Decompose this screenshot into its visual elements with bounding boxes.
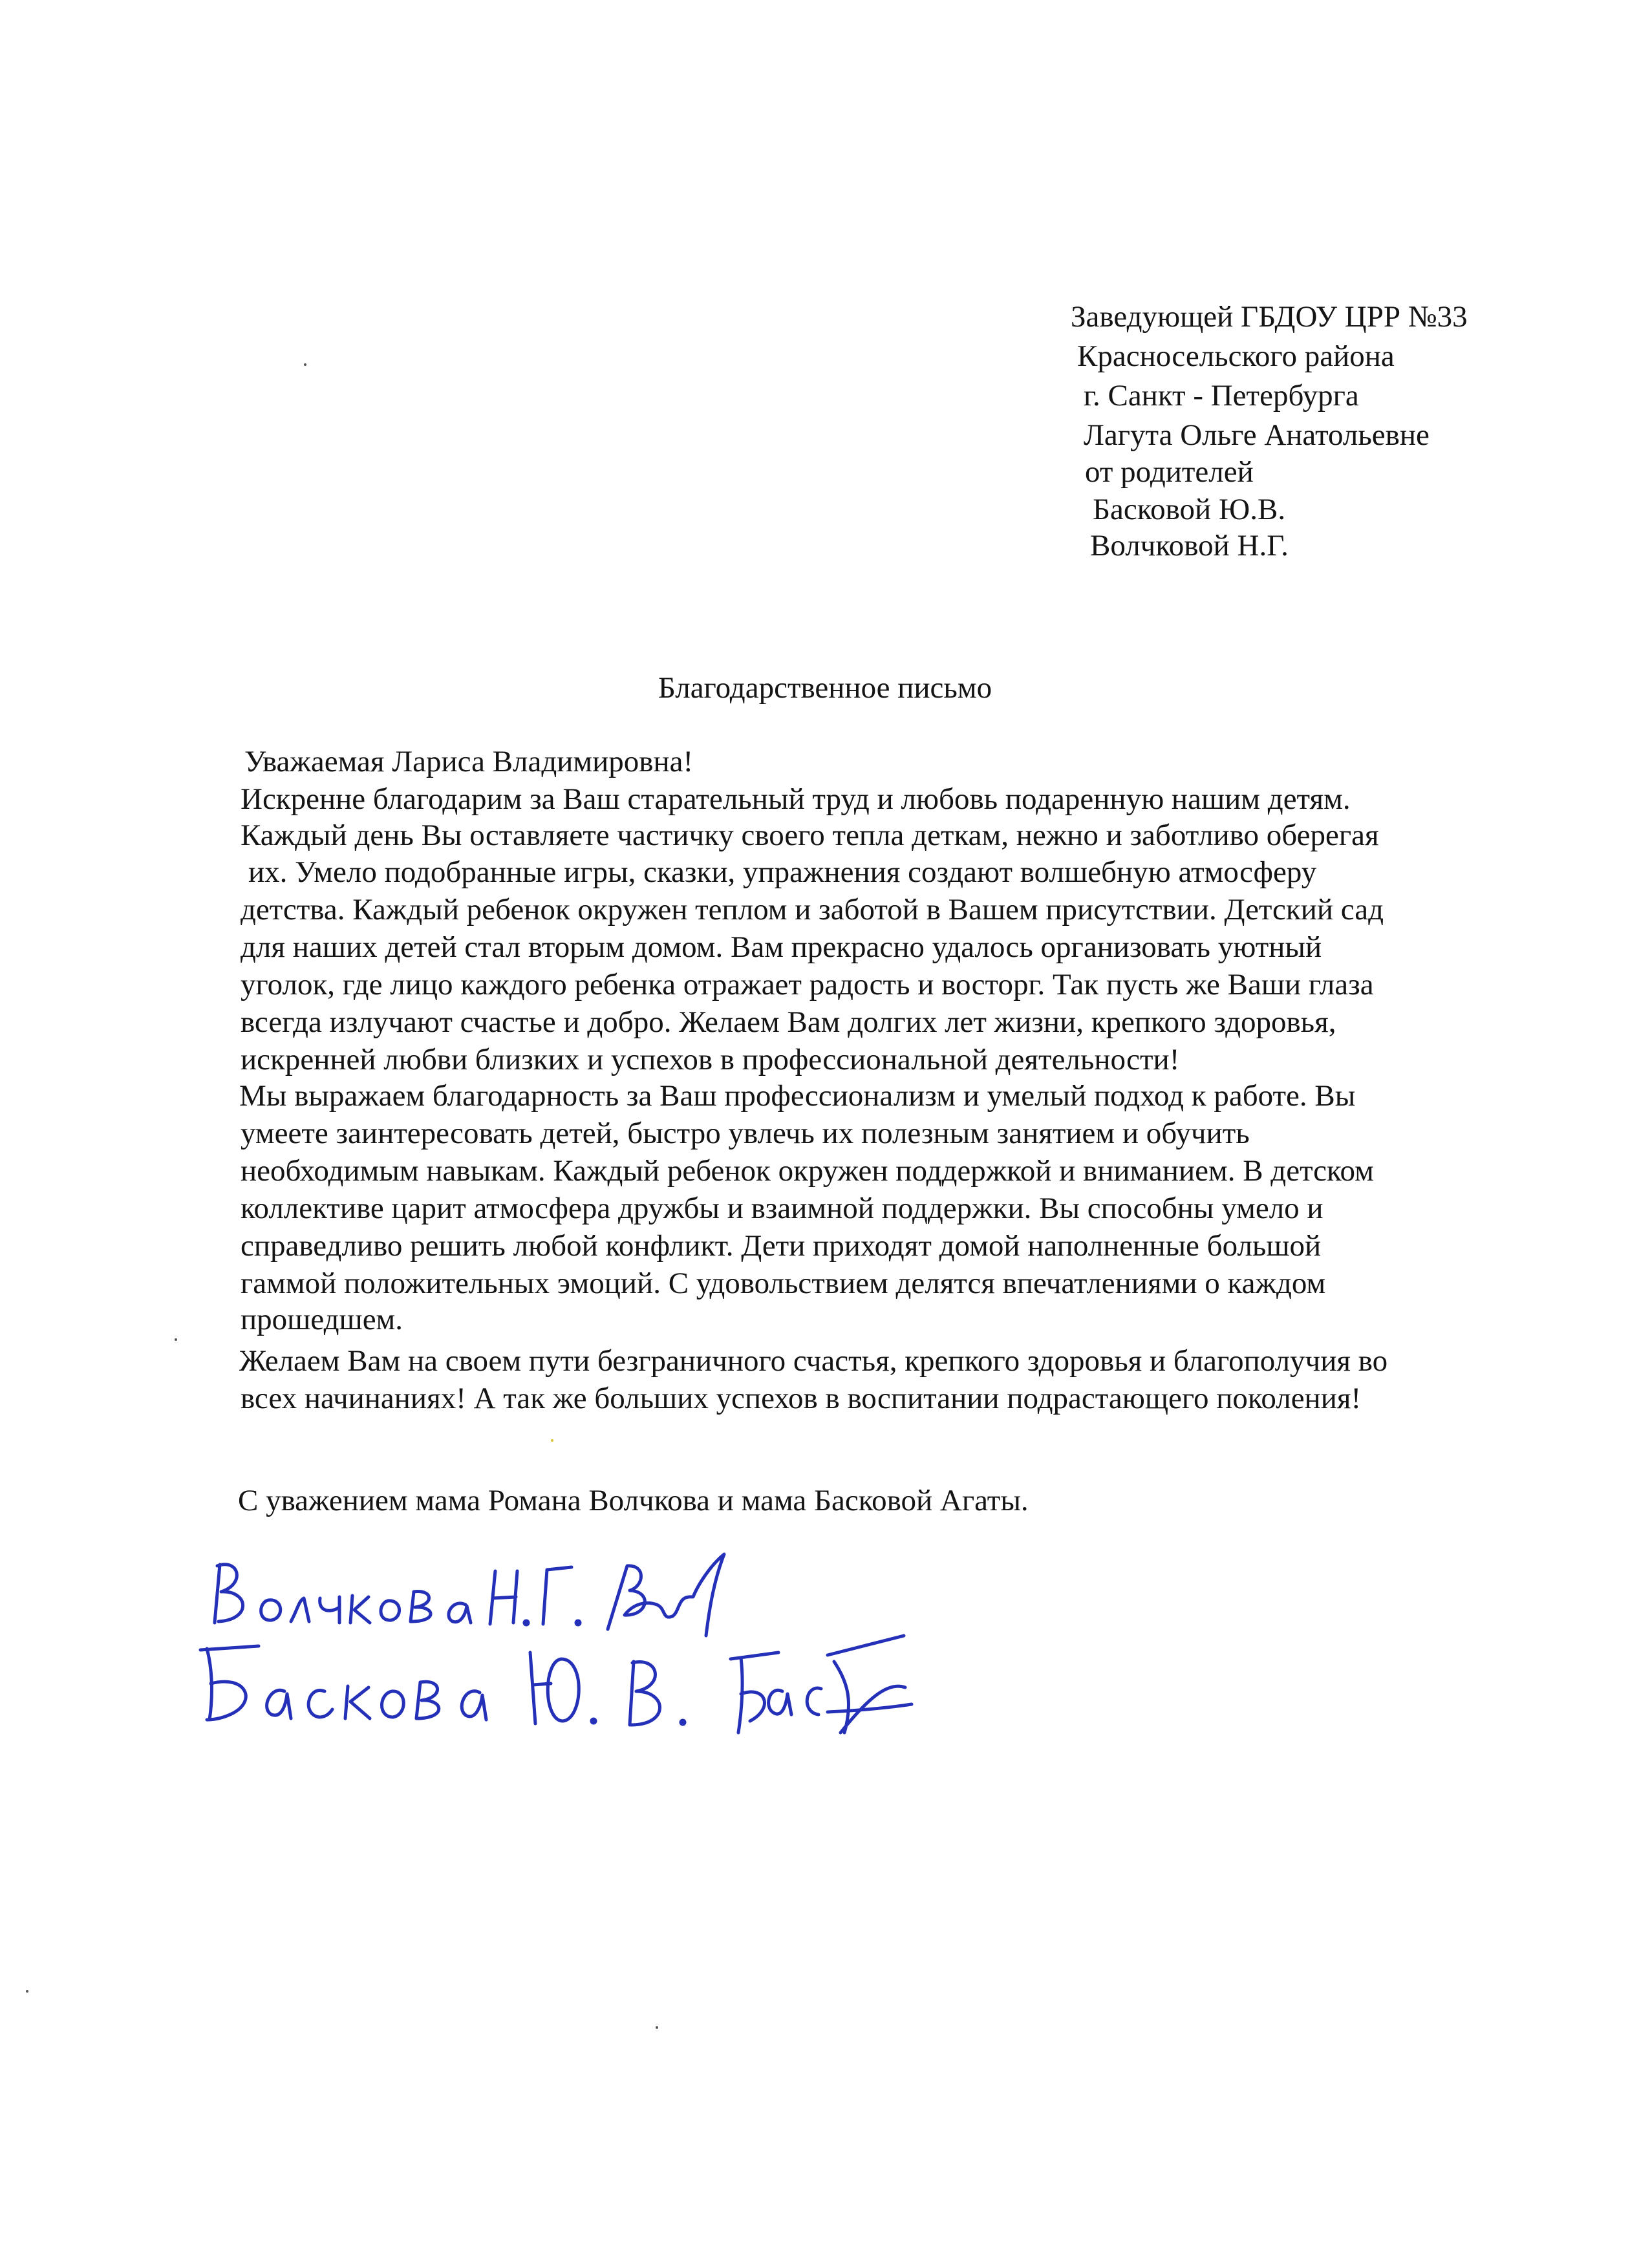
scan-speck xyxy=(551,1439,553,1442)
body-line: всех начинаниях! А так же больших успехов в воспитании подрастающего поколения! xyxy=(241,1382,1362,1415)
scan-speck xyxy=(656,2026,658,2029)
body-line: прошедшем. xyxy=(241,1303,403,1336)
addressee-line: Красносельского района xyxy=(1077,339,1395,373)
body-line: всегда излучают счастье и добро. Желаем Вам долгих лет жизни, крепкого здоровья, xyxy=(241,1005,1336,1039)
body-line: Искренне благодарим за Ваш старательный труд и любовь подаренную нашим детям. xyxy=(241,782,1351,816)
scan-speck xyxy=(26,1990,28,1993)
body-line: справедливо решить любой конфликт. Дети приходят домой наполненные большой xyxy=(241,1229,1322,1263)
body-line: для наших детей стал вторым домом. Вам прекрасно удалось организовать уютный xyxy=(241,930,1322,964)
body-line: необходимым навыкам. Каждый ребенок окружен поддержкой и вниманием. В детском xyxy=(241,1154,1374,1188)
addressee-line: г. Санкт - Петербурга xyxy=(1084,379,1359,412)
body-line: гаммой положительных эмоций. С удовольствием делятся впечатлениями о каждом xyxy=(241,1267,1326,1300)
body-line: умеете заинтересовать детей, быстро увлечь их полезным занятием и обучить xyxy=(241,1117,1250,1150)
addressee-line: от родителей xyxy=(1085,455,1254,489)
scan-speck xyxy=(304,363,306,366)
body-line: детства. Каждый ребенок окружен теплом и заботой в Вашем присутствии. Детский сад xyxy=(241,893,1384,926)
scan-speck xyxy=(175,1338,177,1341)
body-line: коллективе царит атмосфера дружбы и взаимной поддержки. Вы способны умело и xyxy=(241,1192,1323,1225)
body-line: Желаем Вам на своем пути безграничного счастья, крепкого здоровья и благополучия во xyxy=(239,1344,1388,1378)
letter-title: Благодарственное письмо xyxy=(658,671,992,705)
signature-baskova xyxy=(200,1636,912,1733)
body-line: их. Умело подобранные игры, сказки, упражнения создают волшебную атмосферу xyxy=(248,855,1317,889)
addressee-line: Лагута Ольге Анатольевне xyxy=(1084,418,1430,452)
body-line: Каждый день Вы оставляете частичку своего тепла деткам, нежно и заботливо оберегая xyxy=(241,818,1379,852)
signature-volchkova xyxy=(215,1554,724,1636)
closing-line: С уважением мама Романа Волчкова и мама Басковой Агаты. xyxy=(238,1484,1029,1517)
handwritten-signatures xyxy=(181,1539,925,1765)
body-line: искренней любви близких и успехов в профессиональной деятельности! xyxy=(241,1043,1180,1076)
salutation: Уважаемая Лариса Владимировна! xyxy=(244,745,694,778)
addressee-line: Волчковой Н.Г. xyxy=(1090,529,1289,562)
addressee-line: Басковой Ю.В. xyxy=(1093,493,1286,526)
body-line: Мы выражаем благодарность за Ваш профессионализм и умелый подход к работе. Вы xyxy=(239,1079,1356,1113)
body-line: уголок, где лицо каждого ребенка отражает радость и восторг. Так пусть же Ваши глаза xyxy=(241,968,1374,1001)
addressee-line: Заведующей ГБДОУ ЦРР №33 xyxy=(1071,300,1468,334)
